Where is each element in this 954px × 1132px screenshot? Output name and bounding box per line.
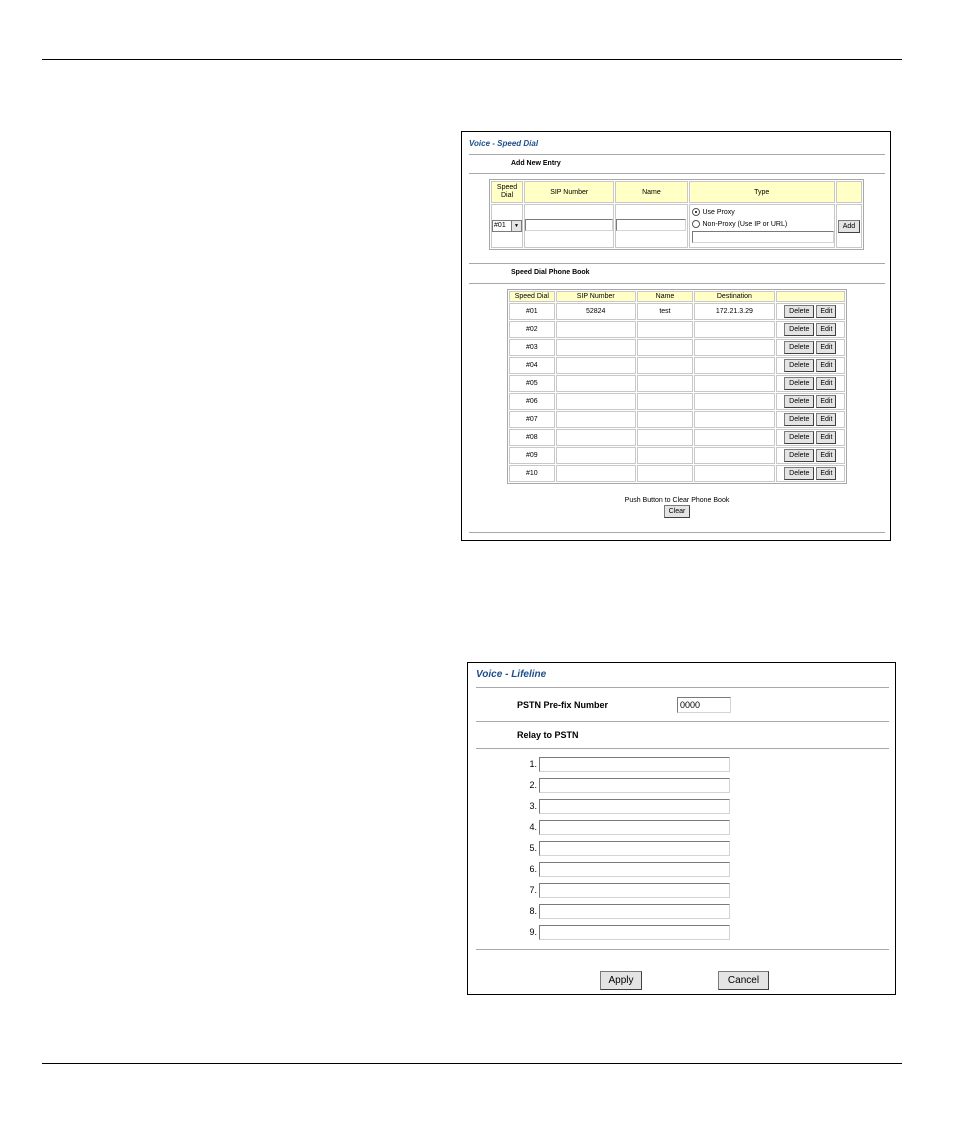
col-destination: Destination (694, 291, 774, 302)
relay-number-input[interactable] (539, 757, 730, 772)
cell-sip (556, 465, 636, 482)
clear-button[interactable]: Clear (664, 505, 691, 518)
pstn-prefix-label: PSTN Pre-fix Number (517, 700, 609, 710)
cell-sip (556, 339, 636, 356)
cell-dest (694, 357, 774, 374)
cell-name (637, 429, 693, 446)
delete-button[interactable]: Delete (784, 305, 814, 318)
cell-name (637, 411, 693, 428)
table-row (509, 321, 845, 338)
cell-actions (776, 375, 845, 392)
cancel-button[interactable]: Cancel (718, 971, 769, 990)
delete-button[interactable]: Delete (784, 323, 814, 336)
non-proxy-option: Non-Proxy (Use IP or URL) (692, 219, 834, 231)
col-actions (776, 291, 845, 302)
edit-button[interactable]: Edit (816, 377, 836, 390)
page-bottom-rule (42, 1063, 902, 1064)
edit-button[interactable]: Edit (816, 449, 836, 462)
divider (469, 283, 885, 284)
table-row (509, 411, 845, 428)
sip-number-input[interactable] (525, 219, 613, 231)
cell-name: test (637, 303, 693, 320)
relay-number-input[interactable] (539, 799, 730, 814)
cell-actions (776, 393, 845, 410)
cell-dial: #02 (509, 321, 555, 338)
name-input[interactable] (616, 219, 686, 231)
cell-dial: #08 (509, 429, 555, 446)
cell-name (637, 339, 693, 356)
table-row (509, 447, 845, 464)
divider (469, 263, 885, 264)
relay-number-input[interactable] (539, 820, 730, 835)
cell-dest (694, 465, 774, 482)
relay-number: 8. (529, 906, 537, 916)
cell-sip (556, 375, 636, 392)
speed-dial-title: Voice - Speed Dial (469, 139, 539, 148)
cell-dest (694, 393, 774, 410)
cell-actions (776, 321, 845, 338)
divider (476, 721, 889, 722)
clear-section (462, 497, 892, 518)
delete-button[interactable]: Delete (784, 395, 814, 408)
delete-button[interactable]: Delete (784, 413, 814, 426)
cell-sip (556, 321, 636, 338)
cell-dest (694, 339, 774, 356)
divider (476, 687, 889, 688)
cell-actions (776, 339, 845, 356)
cell-dial: #07 (509, 411, 555, 428)
divider (469, 173, 885, 174)
cell-actions (776, 357, 845, 374)
relay-number-input[interactable] (539, 841, 730, 856)
speed-dial-select[interactable]: #01 ▼ (492, 220, 522, 232)
col-sip-number: SIP Number (556, 291, 636, 302)
cell-dial: #09 (509, 447, 555, 464)
cell-dest (694, 429, 774, 446)
cell-actions (776, 303, 845, 320)
col-sip-number: SIP Number (524, 181, 614, 203)
edit-button[interactable]: Edit (816, 341, 836, 354)
apply-button[interactable]: Apply (600, 971, 642, 990)
cell-dial: #06 (509, 393, 555, 410)
relay-number: 5. (529, 843, 537, 853)
cell-dial: #10 (509, 465, 555, 482)
cell-dial: #01 (509, 303, 555, 320)
table-row (509, 393, 845, 410)
cell-dest (694, 411, 774, 428)
relay-number-input[interactable] (539, 862, 730, 877)
cell-dial: #04 (509, 357, 555, 374)
cell-sip (556, 357, 636, 374)
col-action (836, 181, 862, 203)
page-top-rule (42, 59, 902, 60)
table-row (509, 465, 845, 482)
col-type: Type (689, 181, 835, 203)
speed-dial-panel (461, 131, 891, 541)
cell-dest (694, 447, 774, 464)
cell-dest (694, 321, 774, 338)
cell-actions (776, 411, 845, 428)
cell-name (637, 393, 693, 410)
relay-number: 2. (529, 780, 537, 790)
divider (469, 154, 885, 155)
edit-button[interactable]: Edit (816, 413, 836, 426)
cell-sip (556, 447, 636, 464)
cell-actions (776, 429, 845, 446)
cell-dest (694, 375, 774, 392)
pstn-prefix-input[interactable]: 0000 (677, 697, 731, 713)
relay-number: 4. (529, 822, 537, 832)
cell-actions (776, 465, 845, 482)
relay-to-pstn-label: Relay to PSTN (517, 730, 579, 740)
cell-name (637, 465, 693, 482)
cell-name (637, 357, 693, 374)
divider (476, 748, 889, 749)
cell-dial: #03 (509, 339, 555, 356)
table-row (509, 303, 845, 320)
edit-button[interactable]: Edit (816, 323, 836, 336)
cell-dest: 172.21.3.29 (694, 303, 774, 320)
col-speed-dial: Speed Dial (509, 291, 555, 302)
relay-number-input[interactable] (539, 904, 730, 919)
relay-number: 3. (529, 801, 537, 811)
cell-name (637, 321, 693, 338)
relay-number: 6. (529, 864, 537, 874)
table-row (509, 429, 845, 446)
edit-button[interactable]: Edit (816, 359, 836, 372)
edit-button[interactable]: Edit (816, 467, 836, 480)
non-proxy-address-input[interactable] (692, 231, 834, 243)
col-name: Name (637, 291, 693, 302)
delete-button[interactable]: Delete (784, 341, 814, 354)
cell-sip (556, 393, 636, 410)
relay-number: 7. (529, 885, 537, 895)
col-speed-dial: Speed Dial (491, 181, 523, 203)
relay-number: 1. (529, 759, 537, 769)
table-row (509, 357, 845, 374)
delete-button[interactable]: Delete (784, 467, 814, 480)
phone-book-table (507, 289, 847, 484)
delete-button[interactable]: Delete (784, 431, 814, 444)
edit-button[interactable]: Edit (816, 395, 836, 408)
chevron-down-icon: ▼ (511, 221, 521, 231)
add-button[interactable]: Add (838, 220, 860, 233)
cell-dial: #05 (509, 375, 555, 392)
relay-number-input[interactable] (539, 925, 730, 940)
delete-button[interactable]: Delete (784, 449, 814, 462)
lifeline-panel (467, 662, 896, 995)
lifeline-title: Voice - Lifeline (476, 669, 547, 680)
use-proxy-radio[interactable] (692, 208, 700, 216)
table-row (509, 375, 845, 392)
non-proxy-radio[interactable] (692, 220, 700, 228)
use-proxy-option: Use Proxy (692, 207, 834, 219)
divider (476, 949, 889, 950)
cell-name (637, 375, 693, 392)
divider (469, 532, 885, 533)
edit-button[interactable]: Edit (816, 431, 836, 444)
cell-sip: 52824 (556, 303, 636, 320)
delete-button[interactable]: Delete (784, 359, 814, 372)
delete-button[interactable]: Delete (784, 377, 814, 390)
edit-button[interactable]: Edit (816, 305, 836, 318)
cell-actions (776, 447, 845, 464)
relay-number-input[interactable] (539, 778, 730, 793)
cell-sip (556, 411, 636, 428)
cell-name (637, 447, 693, 464)
col-name: Name (615, 181, 687, 203)
phone-book-heading: Speed Dial Phone Book (511, 269, 590, 276)
phone-book-rows (509, 303, 845, 482)
add-new-entry-heading: Add New Entry (511, 160, 561, 167)
relay-number-input[interactable] (539, 883, 730, 898)
clear-note: Push Button to Clear Phone Book (624, 497, 730, 504)
relay-number: 9. (529, 927, 537, 937)
table-row (509, 339, 845, 356)
cell-sip (556, 429, 636, 446)
add-entry-table (489, 179, 864, 250)
